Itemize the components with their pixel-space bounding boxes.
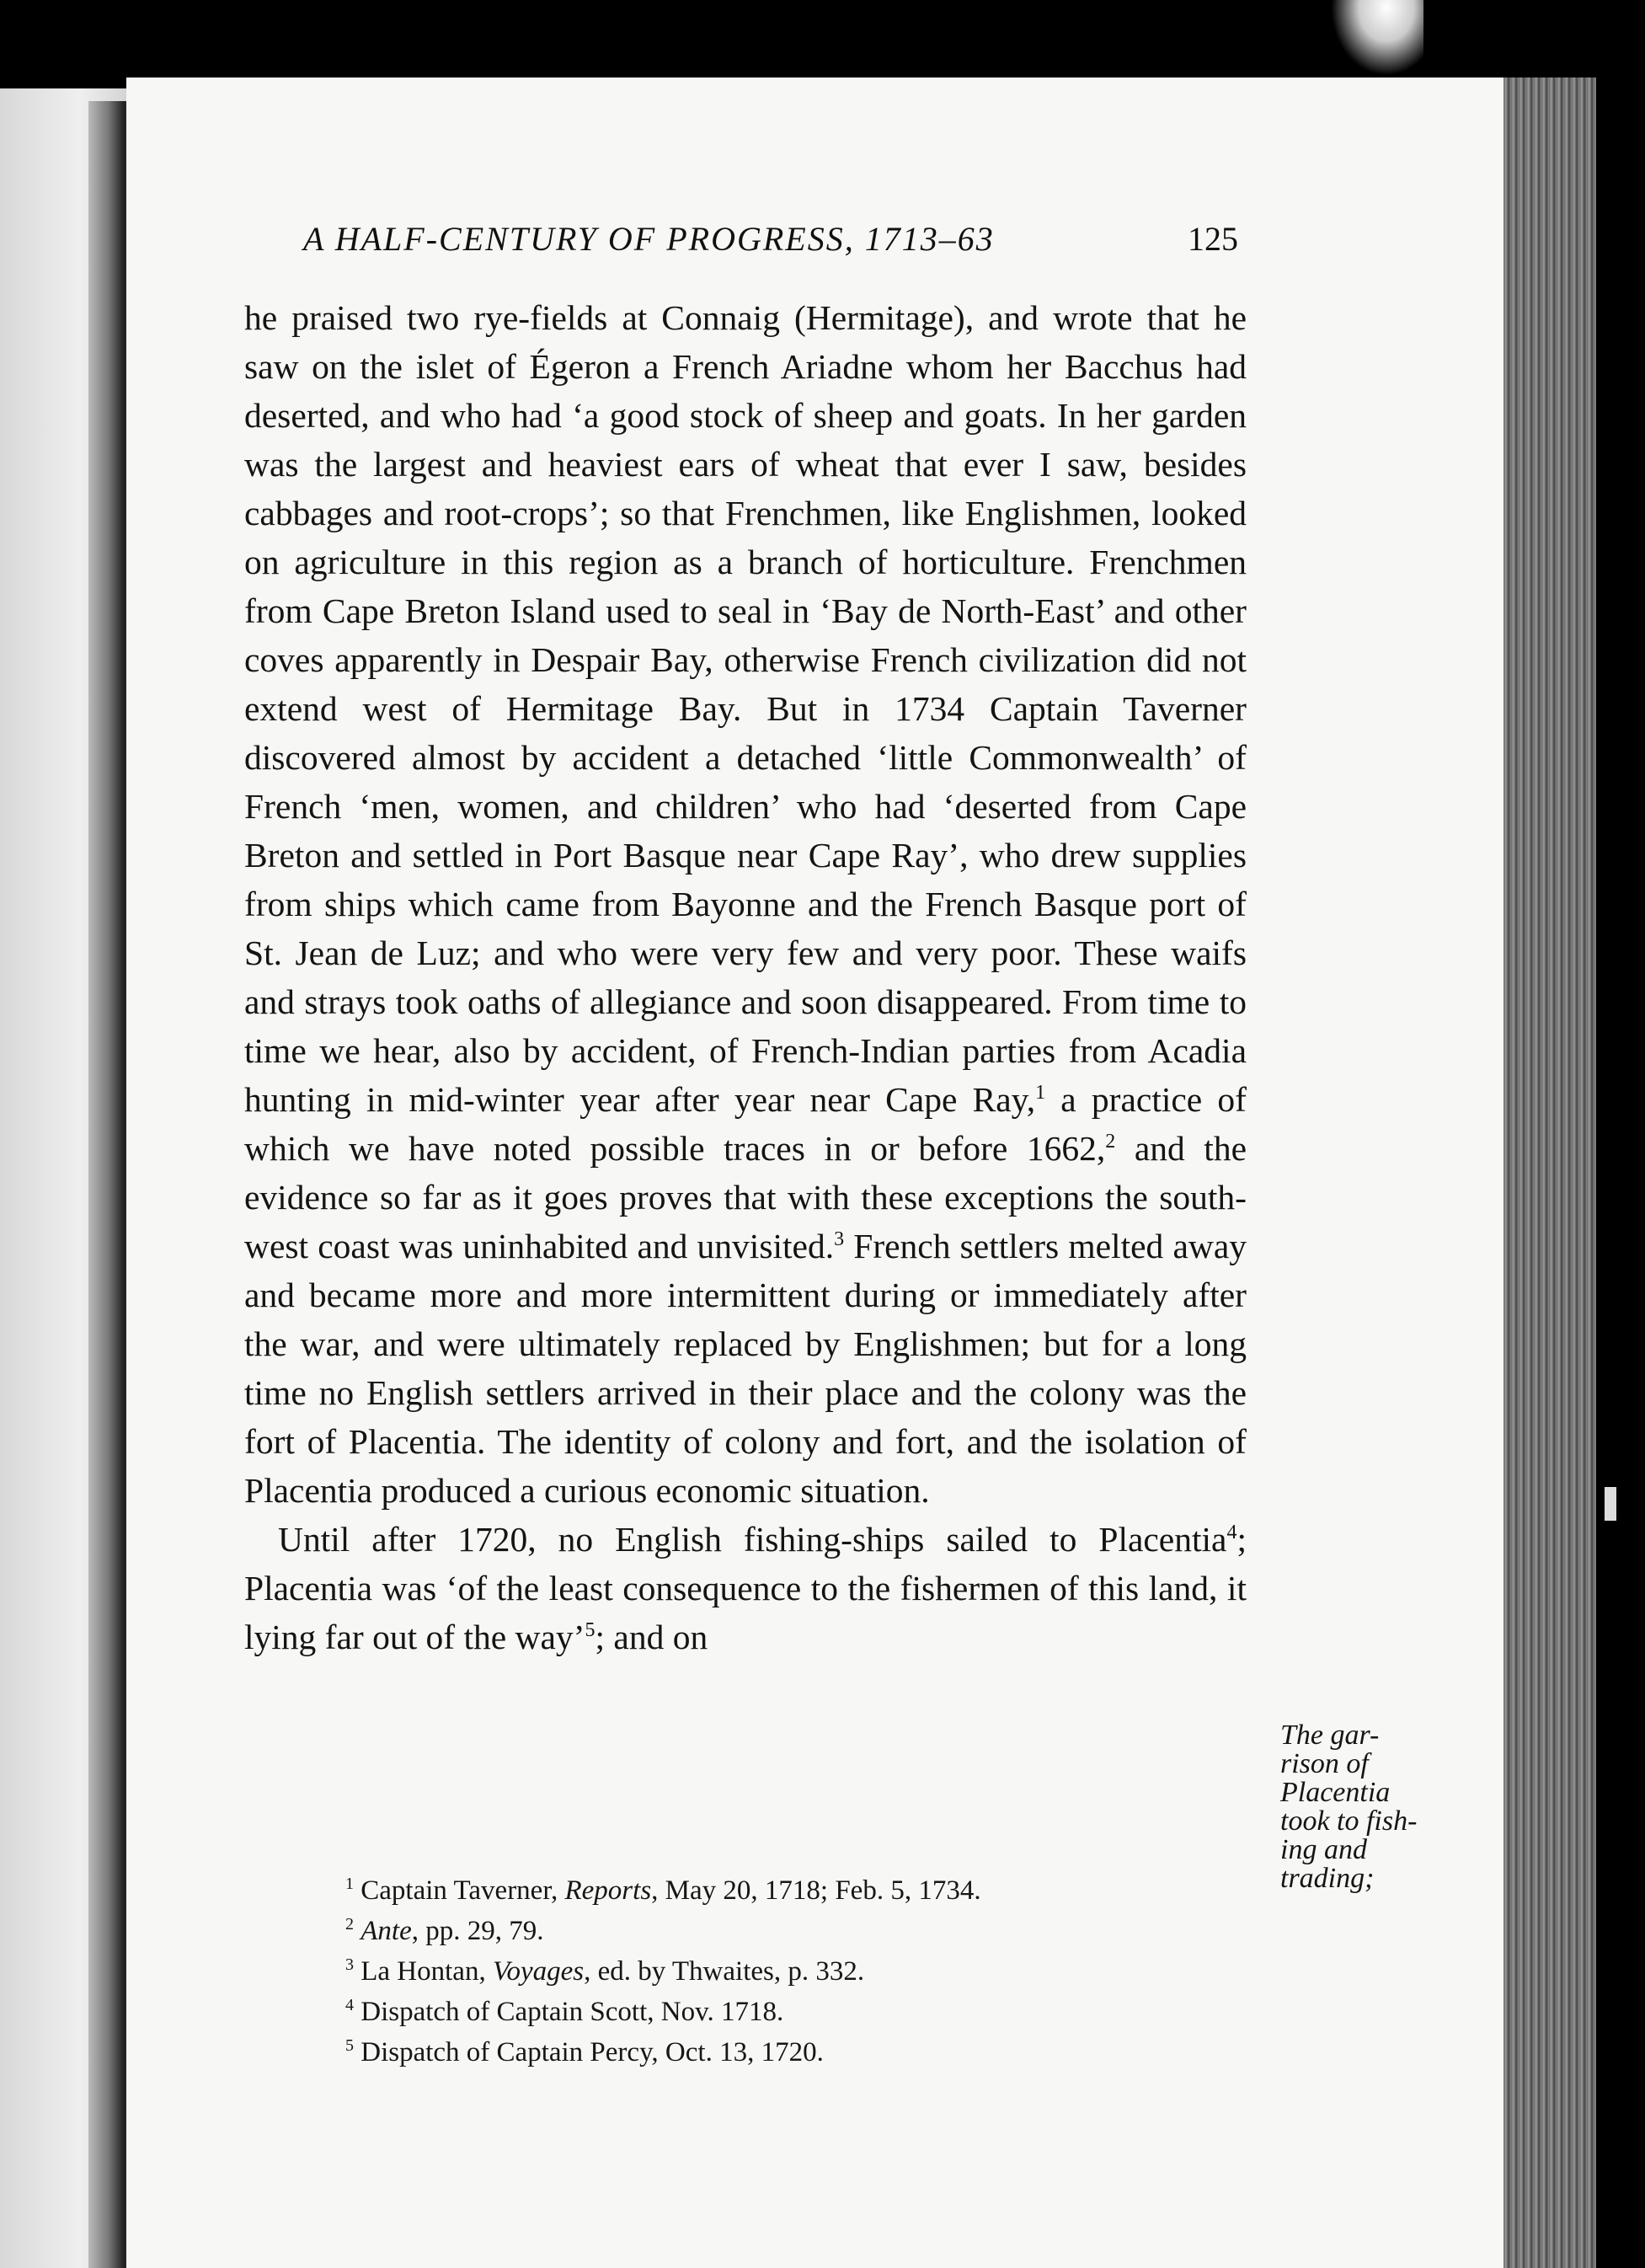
text-run: Until after 1720, no English fishing-ships sailed to Placentia [278,1520,1227,1559]
footnote-text: Dispatch of Captain Scott, Nov. 1718. [361,1997,784,2027]
footnote-italic: Reports [564,1875,652,1906]
page-stack-edge [1503,78,1596,2268]
text-run: French settlers melted away and became more and more intermittent during or immediately after the war, and were ultimately replaced by Englishmen; but for a long time no English settlers arrived in their place and the colony was the fort of Placentia. The identity of colony and fort, and the isolation of Placentia produced a curious economic situation. [244,1227,1247,1510]
footnote-number: 1 [345,1875,354,1893]
footnote [345,1867,1272,1907]
margin-note-line: rison of [1280,1748,1369,1779]
footnotes [345,1867,1272,2069]
footnote-text: , May 20, 1718; Feb. 5, 1734. [651,1875,981,1906]
footnote-number: 3 [345,1955,354,1974]
footnote-ref: 2 [1105,1131,1116,1153]
margin-note-line: took to fish- [1280,1805,1418,1837]
footnote-ref: 1 [1035,1082,1046,1105]
footnote-ref: 5 [585,1619,596,1642]
paragraph-1 [244,293,1247,1515]
footnote-text: Captain Taverner, [361,1875,565,1906]
margin-note [1280,1721,1436,1893]
footnote-number: 4 [345,1996,354,2014]
running-title: A HALF-CENTURY OF PROGRESS, 1713–63 [303,220,995,258]
scan-mark [1605,1487,1616,1521]
running-header [303,219,1238,270]
margin-note-line: trading; [1280,1863,1375,1894]
footnote [345,1907,1272,1948]
footnote-text: , ed. by Thwaites, p. 332. [584,1956,865,1987]
footnote-italic: Ante [361,1916,412,1946]
paragraph-2 [244,1515,1247,1661]
footnote-ref: 3 [834,1228,845,1251]
page-number: 125 [1188,220,1238,258]
footnote [345,1988,1272,2029]
footnote-number: 5 [345,2036,354,2055]
footnote [345,2029,1272,2069]
footnote-text: Dispatch of Captain Percy, Oct. 13, 1720. [361,2037,824,2067]
text-run: he praised two rye-fields at Connaig (Hermitage), and wrote that he saw on the islet of Égeron a French Ariadne whom her Bacchus had deserted, and who had ‘a good stock of sheep and goats. In her garden was the largest and heaviest ears of wheat that ever I saw, besides cabbages and root-crops’; so that Frenchmen, like Englishmen, looked on agriculture in this region as a branch of horticulture. Frenchmen from Cape Breton Island used to seal in ‘Bay de North-East’ and other coves apparently in Despair Bay, otherwise French civilization did not extend west of Hermitage Bay. But in 1734 Captain Taverner discovered almost by accident a detached ‘little Commonwealth’ of French ‘men, women, and children’ who had ‘deserted from Cape Breton and settled in Port Basque near Cape Ray’, who drew supplies from ships which came from Bayonne and the French Basque port of St. Jean de Luz; and who were very few and very poor. These waifs and strays took oaths of allegiance and soon disappeared. From time to time we hear, also by accident, of French-Indian parties from Acadia hunting in mid-winter year after year near Cape Ray, [244,298,1247,1119]
margin-note-line: Placentia [1280,1777,1391,1808]
text-run: a practice of which we have noted possible traces in or before 1662, [244,1080,1247,1168]
footnote-text: La Hontan, [361,1956,493,1987]
footnote-italic: Voyages [492,1956,585,1987]
text-run: ; and on [595,1618,708,1656]
footnote [345,1948,1272,1988]
footnote-number: 2 [345,1915,354,1934]
text-run: ; Placentia was ‘of the least consequence to the fishermen of this land, it lying far out of the way’ [244,1520,1247,1656]
body-text [244,293,1247,1661]
footnote-text: , pp. 29, 79. [411,1916,544,1946]
margin-note-line: The gar- [1280,1720,1380,1751]
margin-note-line: ing and [1280,1834,1367,1865]
footnote-ref: 4 [1226,1522,1237,1544]
scan-glare [1331,0,1423,76]
text-run: and the evidence so far as it goes proves that with these exceptions the south-west coast was uninhabited and unvisited. [244,1129,1247,1265]
